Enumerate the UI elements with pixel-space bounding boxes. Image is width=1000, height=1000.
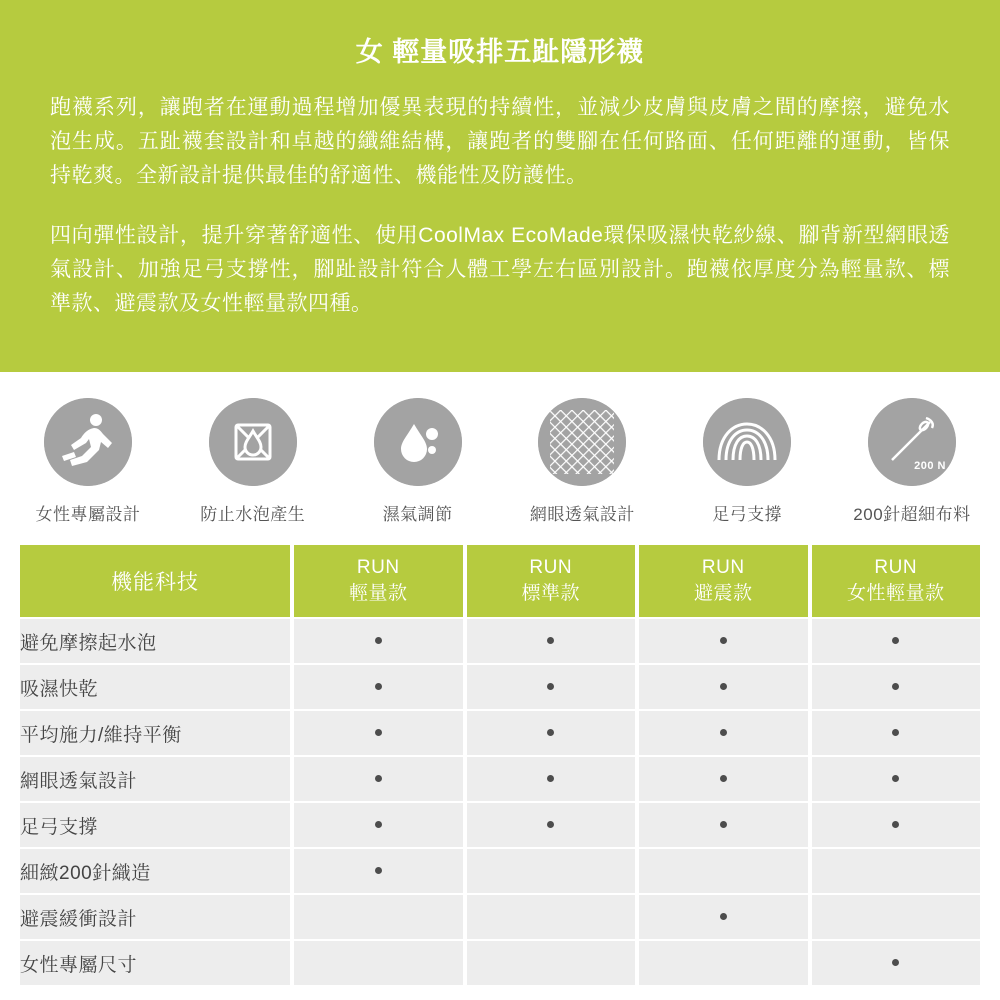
mark-cell [639,665,808,709]
mark-cell [639,711,808,755]
row-label: 吸濕快乾 [20,665,290,709]
table-col-header-3 [639,545,808,617]
mark-cell [639,619,808,663]
mark-cell [812,665,981,709]
needle-badge: 200 N [914,460,946,472]
row-label: 平均施力/維持平衡 [20,711,290,755]
mark-cell [467,941,636,985]
feature-item [836,398,988,525]
row-label: 網眼透氣設計 [20,757,290,801]
feature-label: 足弓支撐 [712,505,783,524]
mark-cell [467,665,636,709]
col-header-bottom: 標準款 [521,583,580,604]
mark-cell [467,711,636,755]
col-header-top: RUN [701,557,745,578]
check-dot [375,867,382,874]
mark-cell [294,895,463,939]
feature-label: 濕氣調節 [382,505,453,524]
table-row [20,849,980,893]
hero-paragraph-1: 跑襪系列，讓跑者在運動過程增加優異表現的持續性，並減少皮膚與皮膚之間的摩擦，避免水泡生成。五趾襪套設計和卓越的纖維結構，讓跑者的雙腳在任何路面、任何距離的運動，皆保持乾爽。全新設計提供最佳的舒適性、機能性及防護性。 [50,96,950,187]
check-dot [892,821,899,828]
mark-cell [294,711,463,755]
page-title: 女 輕量吸排五趾隱形襪 [355,37,645,67]
check-dot [720,821,727,828]
col-header-top: RUN [529,557,573,578]
col-header-top: RUN [874,557,918,578]
mark-cell [812,619,981,663]
row-label: 足弓支撐 [20,803,290,847]
feature-label: 女性專屬設計 [35,505,141,524]
feature-label: 200針超細布料 [853,505,971,524]
check-dot [892,775,899,782]
mark-cell [639,895,808,939]
moisture-drop-icon [374,398,462,486]
mark-cell [812,711,981,755]
mark-cell [294,757,463,801]
col-header-bottom: 女性輕量款 [846,583,945,604]
check-dot [375,683,382,690]
feature-item [177,398,329,525]
table-header-row [20,545,980,617]
table-row [20,711,980,755]
table-col-header-4 [812,545,981,617]
check-dot [720,913,727,920]
check-dot [375,729,382,736]
mark-cell [294,619,463,663]
mesh-grid-icon [538,398,626,486]
table-row [20,665,980,709]
running-woman-icon [44,398,132,486]
col-header-bottom: 輕量款 [348,583,408,604]
feature-item [342,398,494,525]
mark-cell [294,803,463,847]
hero-paragraph-2: 四向彈性設計，提升穿著舒適性、使用CoolMax EcoMade環保吸濕快乾紗線、腳背新型網眼透氣設計、加強足弓支撐性，腳趾設計符合人體工學左右區別設計。跑襪依厚度分為輕量款、標準款、避震款及女性輕量款四種。 [50,224,950,315]
check-dot [892,683,899,690]
col-header-top: RUN [356,557,400,578]
mark-cell [467,757,636,801]
table-row [20,619,980,663]
feature-label: 網眼透氣設計 [529,505,635,524]
table-row [20,895,980,939]
check-dot [547,683,554,690]
mark-cell [294,665,463,709]
check-dot [720,729,727,736]
mark-cell [639,941,808,985]
check-dot [375,775,382,782]
feature-item [12,398,164,525]
table-row [20,757,980,801]
table-col-header-1 [294,545,463,617]
hero-section [0,0,1000,372]
mark-cell [639,849,808,893]
table-row [20,941,980,985]
mark-cell [467,803,636,847]
table-row [20,803,980,847]
mark-cell [467,619,636,663]
row-label: 細緻200針織造 [20,849,290,893]
feature-strip [0,372,1000,531]
needle-icon [868,398,956,486]
mark-cell [812,895,981,939]
mark-cell [639,757,808,801]
row-label: 避震緩衝設計 [20,895,290,939]
check-dot [720,683,727,690]
row-label: 女性專屬尺寸 [20,941,290,985]
spec-table [16,543,984,987]
check-dot [375,637,382,644]
feature-item [506,398,658,525]
arch-support-icon [703,398,791,486]
table-corner-header: 機能科技 [20,545,290,617]
check-dot [720,637,727,644]
check-dot [892,959,899,966]
check-dot [547,775,554,782]
row-label: 避免摩擦起水泡 [20,619,290,663]
check-dot [720,775,727,782]
mark-cell [812,941,981,985]
check-dot [892,637,899,644]
check-dot [547,821,554,828]
check-dot [892,729,899,736]
mark-cell [812,803,981,847]
table-body [20,619,980,985]
mark-cell [467,849,636,893]
mark-cell [294,941,463,985]
mark-cell [639,803,808,847]
mark-cell [812,849,981,893]
spec-table-wrap [0,531,1000,987]
check-dot [375,821,382,828]
table-col-header-2 [467,545,636,617]
check-dot [547,729,554,736]
check-dot [547,637,554,644]
feature-item [671,398,823,525]
feature-label: 防止水泡產生 [200,505,306,524]
mark-cell [294,849,463,893]
mark-cell [467,895,636,939]
no-blister-icon [209,398,297,486]
col-header-bottom: 避震款 [693,583,753,604]
mark-cell [812,757,981,801]
